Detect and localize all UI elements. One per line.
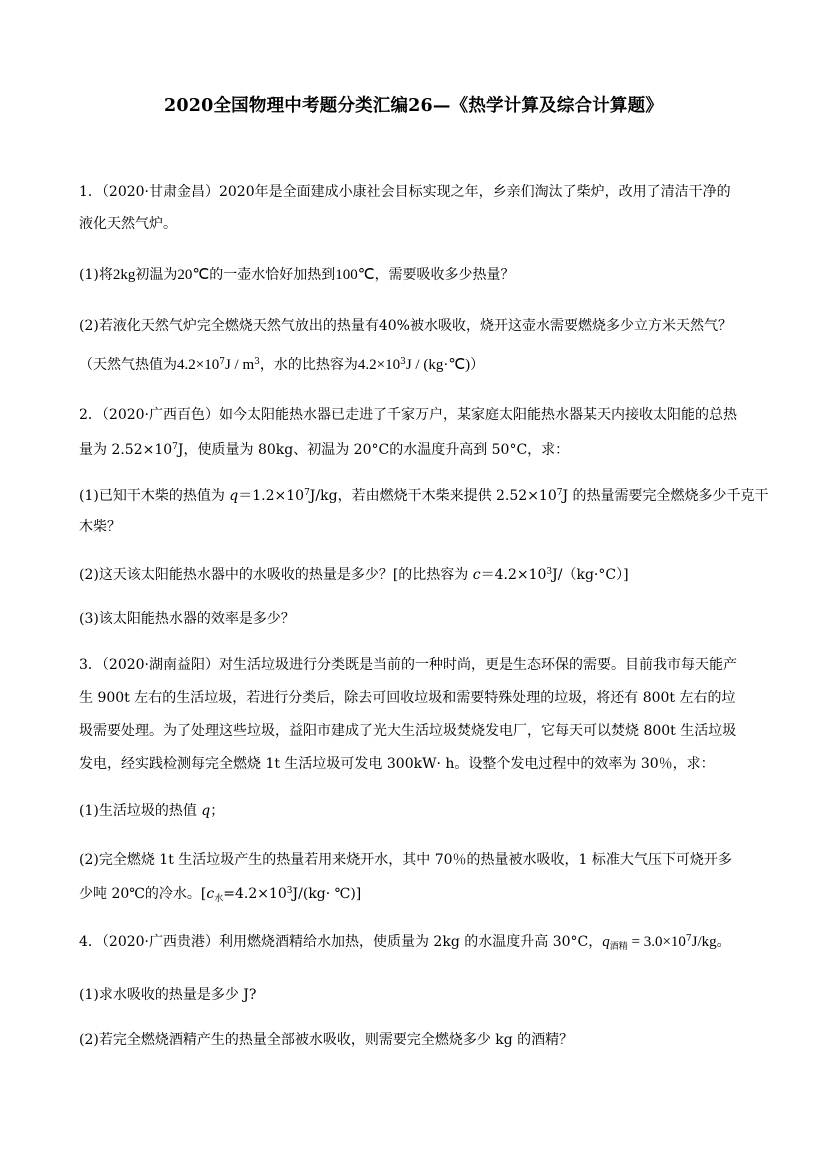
q1-final-temp: 100℃: [335, 267, 375, 283]
q2-p2-text-e: J/（kg·°C）]: [552, 567, 629, 583]
q3-p1-symbol-q: q: [201, 803, 211, 819]
q1-part-2: (2)若液化天然气炉完全燃烧天然气放出的热量有40%被水吸收，烧开这壶水需要燃烧多少立方米天然气？: [79, 318, 732, 334]
q3-p1-text-c: ；: [210, 803, 225, 819]
q4-stem-text-a: 4．（2020·广西贵港）利用燃烧酒精给水加热，使质量为 2kg 的水温度升高 30°C，: [79, 934, 603, 950]
q2-part-1-line-1: [79, 486, 769, 506]
q1-mass: 2kg: [112, 267, 136, 283]
q1-gas-heat-exponent: 7: [219, 357, 225, 367]
q3-stem-line-3: 圾需要处理。为了处理这些垃圾，益阳市建成了光大生活垃圾焚烧发电厂，它每天可以焚烧 800t 生活垃圾: [79, 723, 737, 739]
q2-p2-symbol-c: c: [472, 567, 481, 583]
q4-alcohol-heat-exponent: 7: [685, 934, 692, 944]
document-title: 2020全国物理中考题分类汇编26—《热学计算及综合计算题》: [163, 96, 664, 116]
q4-stem-line-1: [79, 932, 731, 952]
q1-stem-line-1: 1．（2020·甘肃金昌）2020年是全面建成小康社会目标实现之年，乡亲们淘汰了柴炉，改用了清洁干净的: [79, 184, 731, 200]
q1-gas-heat-unit: J / m: [224, 357, 255, 373]
q2-part-1-line-2: 木柴？: [79, 519, 121, 535]
q1-part-1: [79, 265, 515, 285]
q3-p2-text-a: 少吨 20℃的冷水。[: [79, 886, 207, 902]
q3-stem-line-1: 3．（2020·湖南益阳）对生活垃圾进行分类既是当前的一种时尚，更是生态环保的需要。目前我市每天能产: [79, 657, 737, 673]
q1-gas-heat-value: 4.2×10: [177, 357, 220, 373]
q2-stem-line-2: [79, 440, 569, 460]
q3-p1-text-a: (1)生活垃圾的热值: [79, 803, 202, 819]
q3-p2-text-d: =4.2×10: [223, 886, 287, 902]
q2-p1-exponent-1: 7: [304, 488, 310, 498]
q2-p1-text-c: ＝1.2×10: [238, 488, 305, 504]
q2-p2-exponent: 3: [546, 567, 553, 577]
q3-part-1: [79, 801, 224, 821]
q2-stem-text-a: 量为 2.52×10: [79, 442, 173, 458]
q1-note-text-j: ）: [470, 357, 485, 373]
q3-p2-exponent: 3: [286, 886, 293, 896]
q2-p1-text-g: J 的热量需要完全燃烧多少千克干: [562, 488, 769, 504]
q2-part-2: [79, 565, 629, 585]
q2-p2-text-a: (2)这天该太阳能热水器中的水吸收的热量是多少？[的比热容为: [79, 567, 473, 583]
q2-p1-text-a: (1)已知干木柴的热值为: [79, 488, 230, 504]
q4-subscript-alcohol: 酒精: [609, 942, 628, 952]
q2-p2-text-c: ＝4.2×10: [480, 567, 547, 583]
q4-symbol-q: q: [602, 934, 610, 950]
q2-stem-text-c: J，使质量为 80kg、初温为 20°C的水温度升高到 50°C，求：: [177, 442, 570, 458]
q1-note-text-f: ，水的比热容为: [259, 357, 358, 373]
q3-stem-line-4: 发电，经实践检测每完全燃烧 1t 生活垃圾可发电 300kW· h。设整个发电过程中的效率为 30％，求：: [79, 756, 715, 772]
q3-p2-subscript-water: 水: [214, 894, 224, 904]
q4-part-2: (2)若完全燃烧酒精产生的热量全部被水吸收，则需要完全燃烧多少 kg 的酒精？: [79, 1032, 574, 1048]
q1-initial-temp: 20℃: [177, 267, 210, 283]
q4-part-1: (1)求水吸收的热量是多少 J?: [79, 987, 257, 1003]
q3-p2-text-f: J/(kg· ℃)]: [292, 886, 362, 902]
q1-part-1-text-a: (1)将: [79, 267, 113, 283]
q2-p1-text-e: J/kg，若由燃烧干木柴来提供 2.52×10: [309, 488, 557, 504]
q3-p2-symbol-c: c: [206, 886, 215, 902]
q4-stem-text-g: 。: [716, 934, 731, 950]
q2-stem-exponent: 7: [172, 442, 178, 452]
q1-water-specific-heat-unit: J / (kg·℃): [405, 357, 471, 373]
q2-stem-line-1: 2．（2020·广西百色）如今太阳能热水器已走进了千家万户，某家庭太阳能热水器某天内接收太阳能的总热: [79, 407, 737, 423]
q1-gas-heat-unit-exponent: 3: [254, 357, 260, 367]
q1-part-1-text-g: ，需要吸收多少热量？: [374, 267, 515, 283]
q3-part-2-line-2: [79, 884, 361, 904]
q3-part-2-line-1: (2)完全燃烧 1t 生活垃圾产生的热量若用来烧开水，其中 70％的热量被水吸收，1 标准大气压下可烧开多: [79, 852, 732, 868]
q1-part-1-text-c: 初温为: [135, 267, 178, 283]
q1-part-1-text-e: 的一壶水恰好加热到: [209, 267, 336, 283]
q2-part-3: (3)该太阳能热水器的效率是多少？: [79, 611, 295, 627]
q1-water-specific-heat-exponent: 3: [400, 357, 406, 367]
q1-water-specific-heat: 4.2×10: [357, 357, 401, 373]
q2-p1-exponent-2: 7: [556, 488, 563, 498]
q2-p1-symbol-q: q: [229, 488, 239, 504]
q1-stem-line-2: 液化天然气炉。: [79, 216, 177, 232]
q4-alcohol-heat-value: = 3.0×10: [627, 934, 686, 950]
q3-stem-line-2: 生 900t 左右的生活垃圾，若进行分类后，除去可回收垃圾和需要特殊处理的垃圾，将还有 800t 左右的垃: [79, 690, 736, 706]
q4-alcohol-heat-unit: J/kg: [691, 934, 717, 950]
q1-note-text-a: （天然气热值为: [79, 357, 177, 373]
q1-part-2-note: [79, 355, 484, 375]
